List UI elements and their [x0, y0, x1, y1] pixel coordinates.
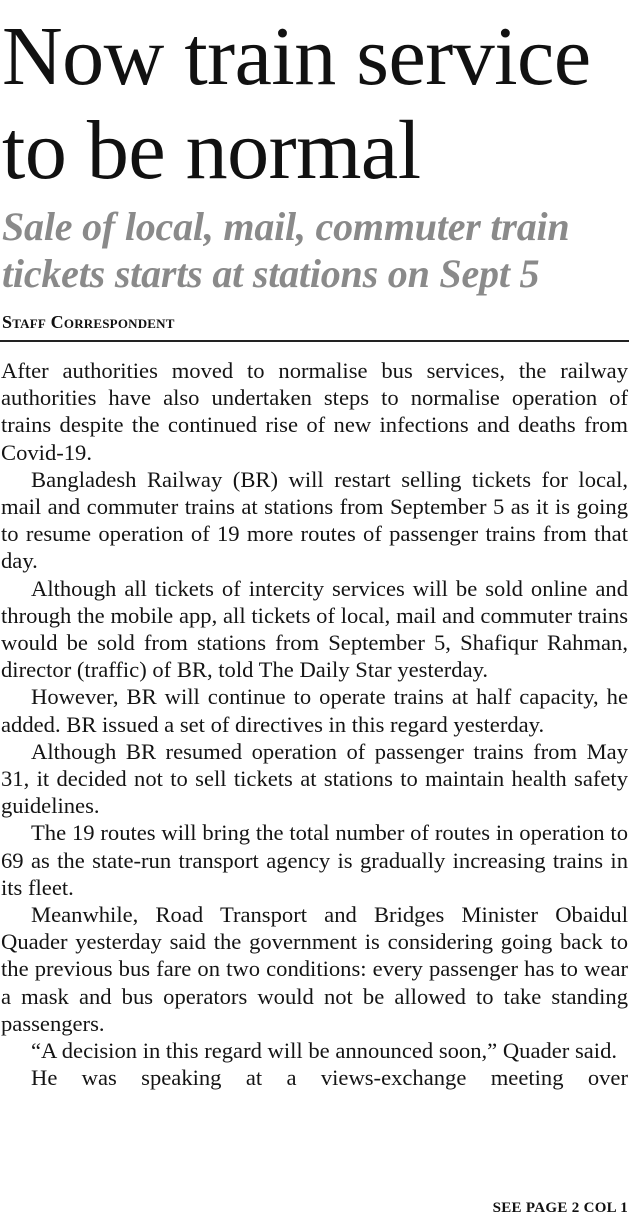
byline: Staff Correspondent: [2, 312, 175, 332]
subheadline: Sale of local, mail, commuter train tickets starts at stations on Sept 5: [2, 204, 570, 296]
body-paragraph-5: Although BR resumed operation of passenger trains from May 31, it decided not to sell tickets at stations to maintain health safety guidelines.: [1, 738, 628, 819]
body-paragraph-4: However, BR will continue to operate trains at half capacity, he added. BR issued a set of directives in this regard yesterday.: [1, 684, 628, 737]
body-paragraph-3: Although all tickets of intercity services will be sold online and through the mobile app, all tickets of local, mail and commuter trains would be sold from stations from September 5, Shafiqur Rahman, director (traffic) of BR, told The Daily Star yesterday.: [1, 575, 628, 683]
byline-divider: [0, 340, 629, 342]
continued-jump-line: SEE PAGE 2 COL 1: [492, 1200, 628, 1216]
headline: Now train service to be normal: [2, 10, 591, 197]
body-paragraph-8: “A decision in this regard will be announced soon,” Quader said.: [31, 1038, 618, 1064]
body-paragraph-2: Bangladesh Railway (BR) will restart selling tickets for local, mail and commuter trains at stations from September 5 as it is going to resume operation of 19 more routes of passenger trains from that day.: [1, 466, 628, 574]
body-paragraph-1: After authorities moved to normalise bus services, the railway authorities have also undertaken steps to normalise operation of trains despite the continued rise of new infections and deaths from Covid-19.: [1, 358, 628, 465]
body-paragraph-6: The 19 routes will bring the total number of routes in operation to 69 as the state-run transport agency is gradually increasing trains in its fleet.: [1, 820, 628, 900]
article-body: [1, 357, 628, 1091]
body-paragraph-9: He was speaking at a views-exchange meeting over: [31, 1065, 628, 1091]
body-paragraph-7: Meanwhile, Road Transport and Bridges Minister Obaidul Quader yesterday said the government is considering going back to the previous bus fare on two conditions: every passenger has to wear a mask and bus operators would not be allowed to take standing passengers.: [1, 902, 628, 1036]
